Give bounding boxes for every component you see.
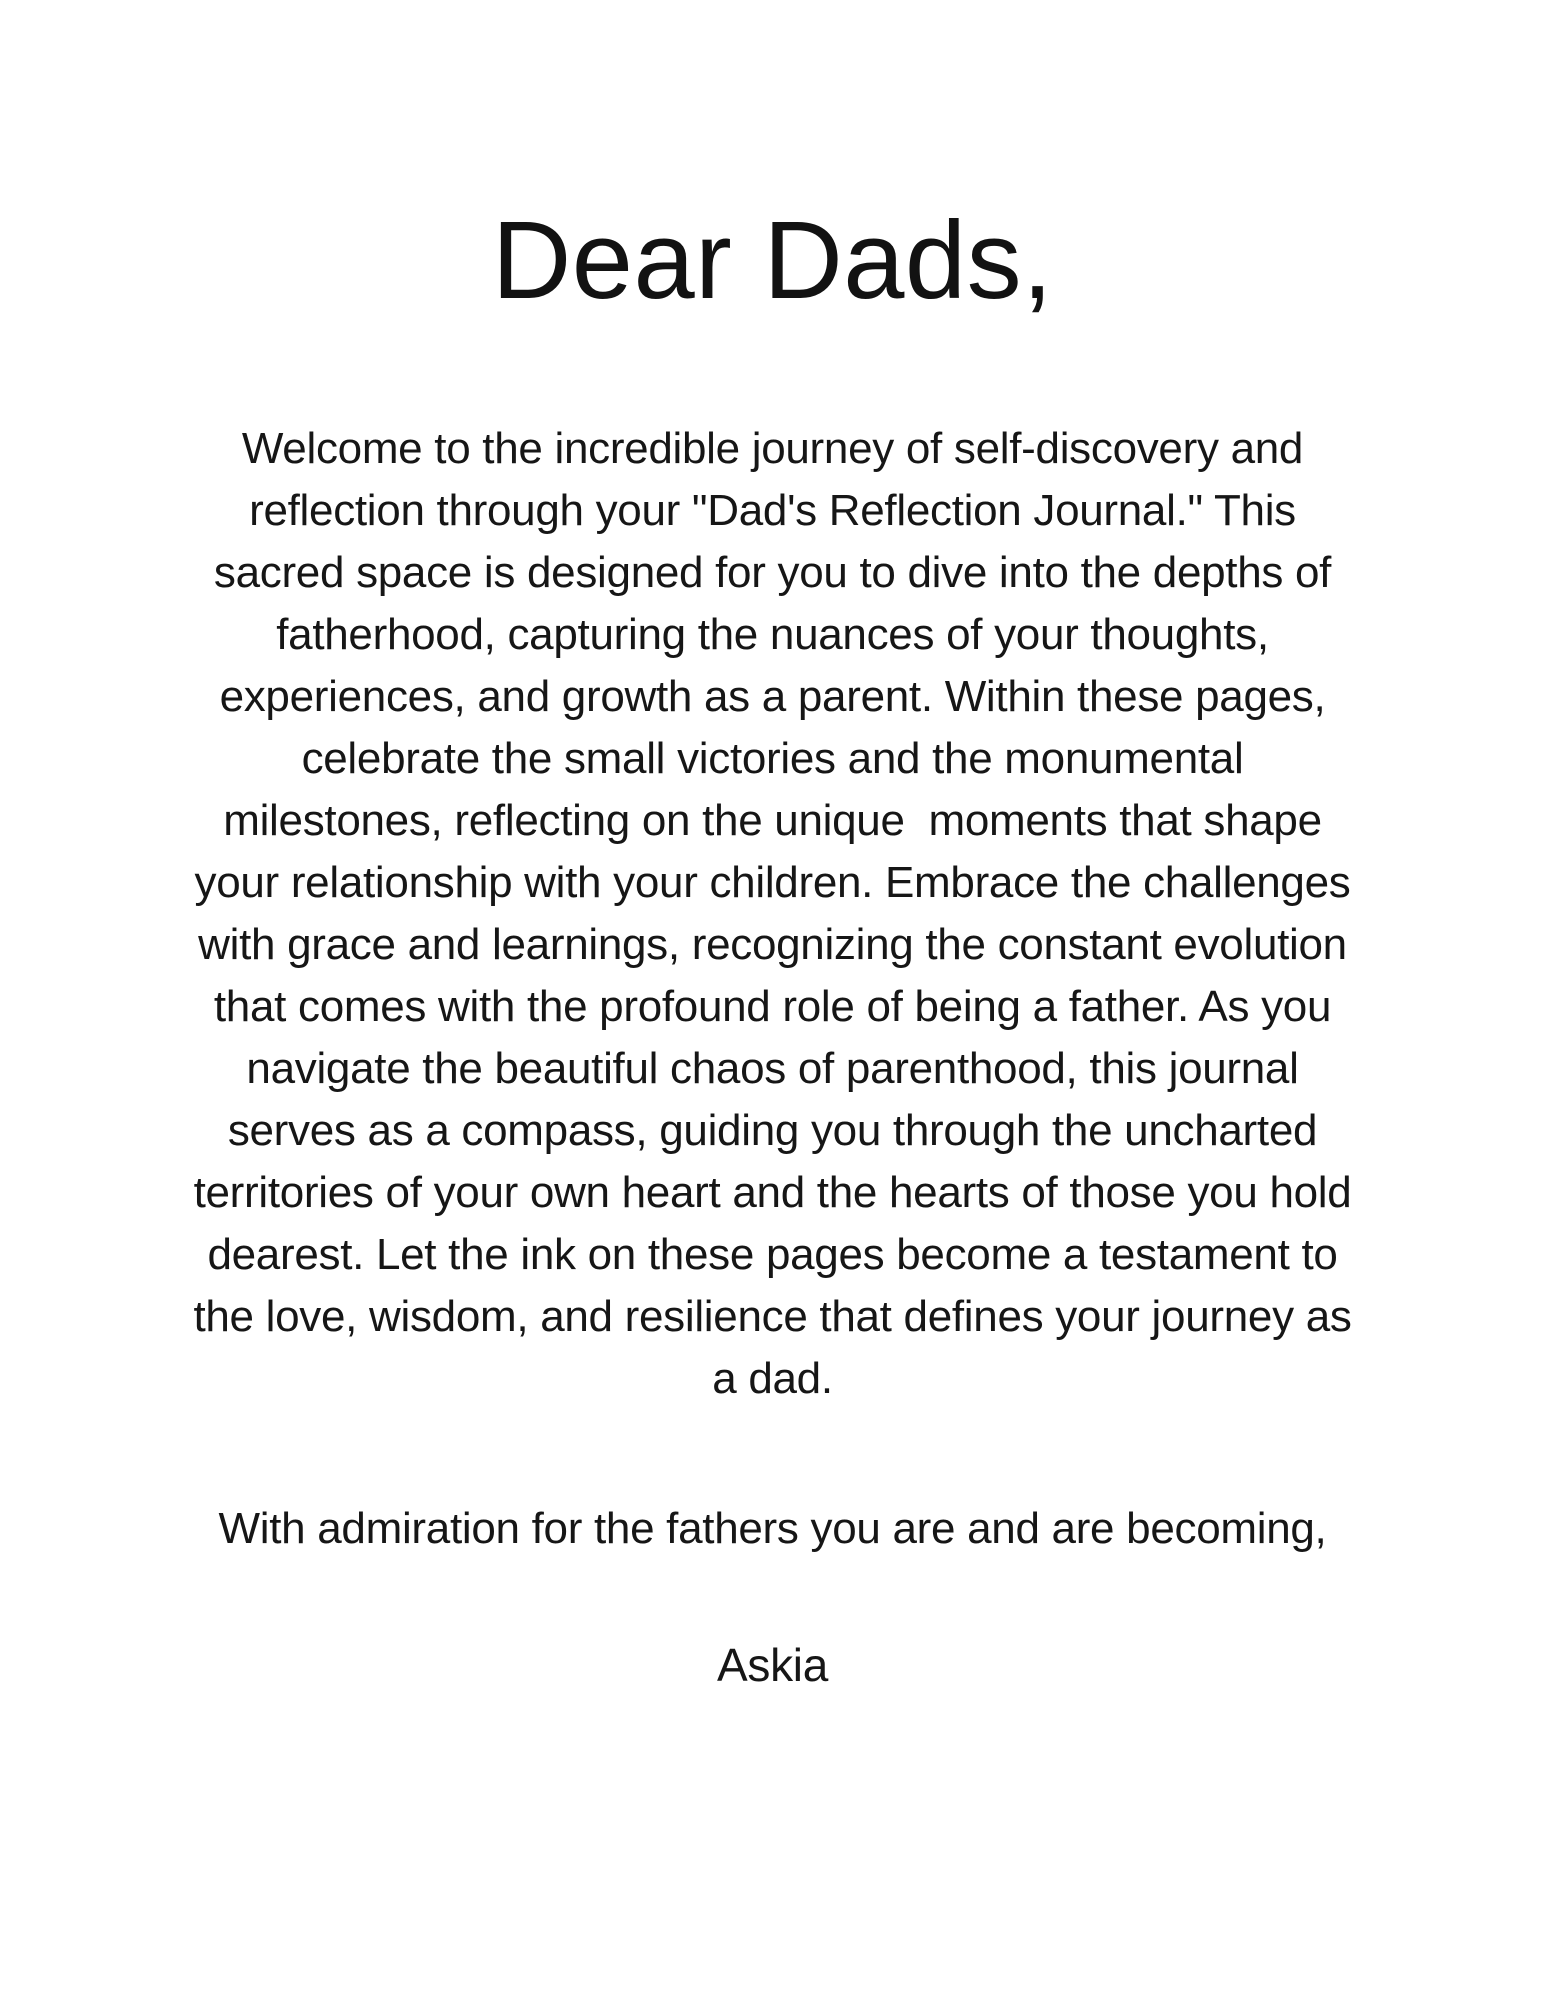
body-line: Welcome to the incredible journey of self-discovery and: [241, 424, 1304, 473]
body-line: that comes with the profound role of being a father. As you: [213, 982, 1332, 1031]
body-line: your relationship with your children. Embrace the challenges: [194, 858, 1351, 907]
body-line: celebrate the small victories and the monumental: [301, 734, 1244, 783]
letter-signature: Askia: [717, 1639, 828, 1691]
body-line: milestones, reflecting on the unique moments that shape: [223, 796, 1322, 845]
body-line: territories of your own heart and the hearts of those you hold: [193, 1168, 1352, 1217]
letter-closing: With admiration for the fathers you are and are becoming,: [218, 1504, 1327, 1553]
body-line: with grace and learnings, recognizing the constant evolution: [198, 920, 1347, 969]
letter-body: [0, 418, 1545, 1410]
body-line: a dad.: [712, 1354, 833, 1403]
page-title: Dear Dads,: [491, 199, 1054, 322]
body-line: navigate the beautiful chaos of parenthood, this journal: [246, 1044, 1299, 1093]
body-line: serves as a compass, guiding you through the uncharted: [227, 1106, 1318, 1155]
body-line: fatherhood, capturing the nuances of your thoughts,: [276, 610, 1269, 659]
body-line: the love, wisdom, and resilience that defines your journey as: [193, 1292, 1352, 1341]
body-line: sacred space is designed for you to dive into the depths of: [213, 548, 1332, 597]
body-line: reflection through your "Dad's Reflection Journal." This: [249, 486, 1296, 535]
body-line: dearest. Let the ink on these pages become a testament to: [207, 1230, 1338, 1279]
body-line: experiences, and growth as a parent. Within these pages,: [219, 672, 1326, 721]
